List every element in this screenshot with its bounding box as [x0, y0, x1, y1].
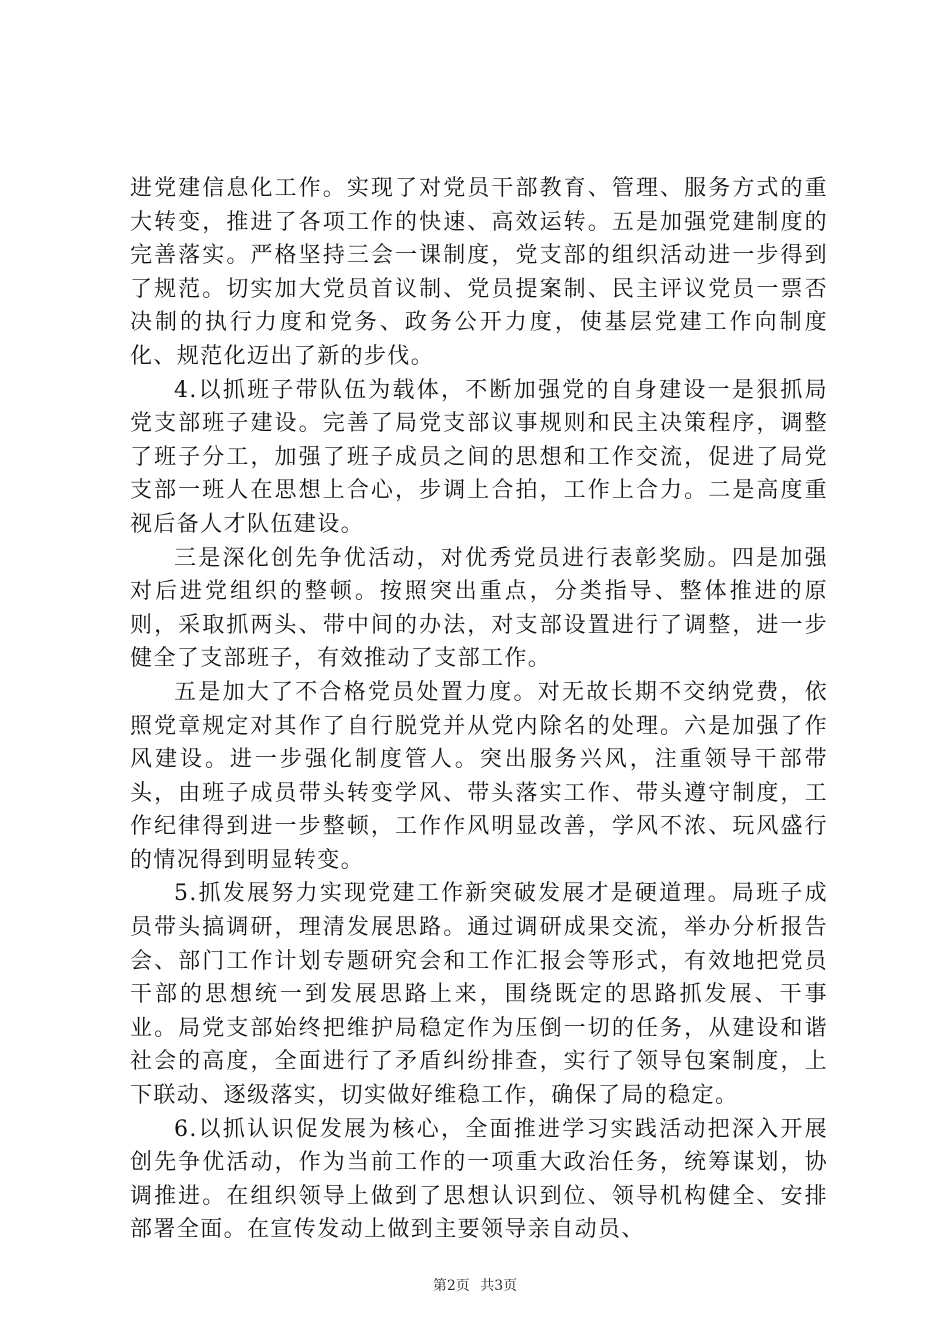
paragraph-3: 三是深化创先争优活动，对优秀党员进行表彰奖励。四是加强对后进党组织的整顿。按照突出重点，分类指导、整体推进的原则，采取抓两头、带中间的办法，对支部设置进行了调整，进一步健全了支部班子，有效推动了支部工作。 [130, 545, 828, 672]
paragraph-5: 5.抓发展努力实现党建工作新突破发展才是硬道理。局班子成员带头搞调研，理清发展思路。通过调研成果交流，举办分析报告会、部门工作计划专题研究会和工作汇报会等形式，有效地把党员干部的思想统一到发展思路上来，围绕既定的思路抓发展、干事业。局党支部始终把维护局稳定作为压倒一切的任务，从建设和谐社会的高度，全面进行了矛盾纠纷排查，实行了领导包案制度，上下联动、逐级落实，切实做好维稳工作，确保了局的稳定。 [130, 881, 828, 1109]
document-body [130, 172, 828, 1247]
page-footer [0, 1276, 950, 1296]
paragraph-2: 4.以抓班子带队伍为载体，不断加强党的自身建设一是狠抓局党支部班子建设。完善了局党支部议事规则和民主决策程序，调整了班子分工，加强了班子成员之间的思想和工作交流，促进了局党支部一班人在思想上合心，步调上合拍，工作上合力。二是高度重视后备人才队伍建设。 [130, 377, 828, 537]
total-pages: 共3页 [480, 1278, 518, 1294]
paragraph-4: 五是加大了不合格党员处置力度。对无故长期不交纳党费，依照党章规定对其作了自行脱党并从党内除名的处理。六是加强了作风建设。进一步强化制度管人。突出服务兴风，注重领导干部带头，由班子成员带头转变学风、带头落实工作、带头遵守制度，工作纪律得到进一步整顿，工作作风明显改善，学风不浓、玩风盛行的情况得到明显转变。 [130, 679, 828, 873]
paragraph-1: 进党建信息化工作。实现了对党员干部教育、管理、服务方式的重大转变，推进了各项工作的快速、高效运转。五是加强党建制度的完善落实。严格坚持三会一课制度，党支部的组织活动进一步得到了规范。切实加大党员首议制、党员提案制、民主评议党员一票否决制的执行力度和党务、政务公开力度，使基层党建工作向制度化、规范化迈出了新的步伐。 [130, 176, 828, 369]
paragraph-6: 6.以抓认识促发展为核心，全面推进学习实践活动把深入开展创先争优活动，作为当前工作的一项重大政治任务，统筹谋划，协调推进。在组织领导上做到了思想认识到位、领导机构健全、安排部署全面。在宣传发动上做到主要领导亲自动员、 [130, 1116, 828, 1243]
current-page-number: 第2页 [432, 1278, 470, 1294]
